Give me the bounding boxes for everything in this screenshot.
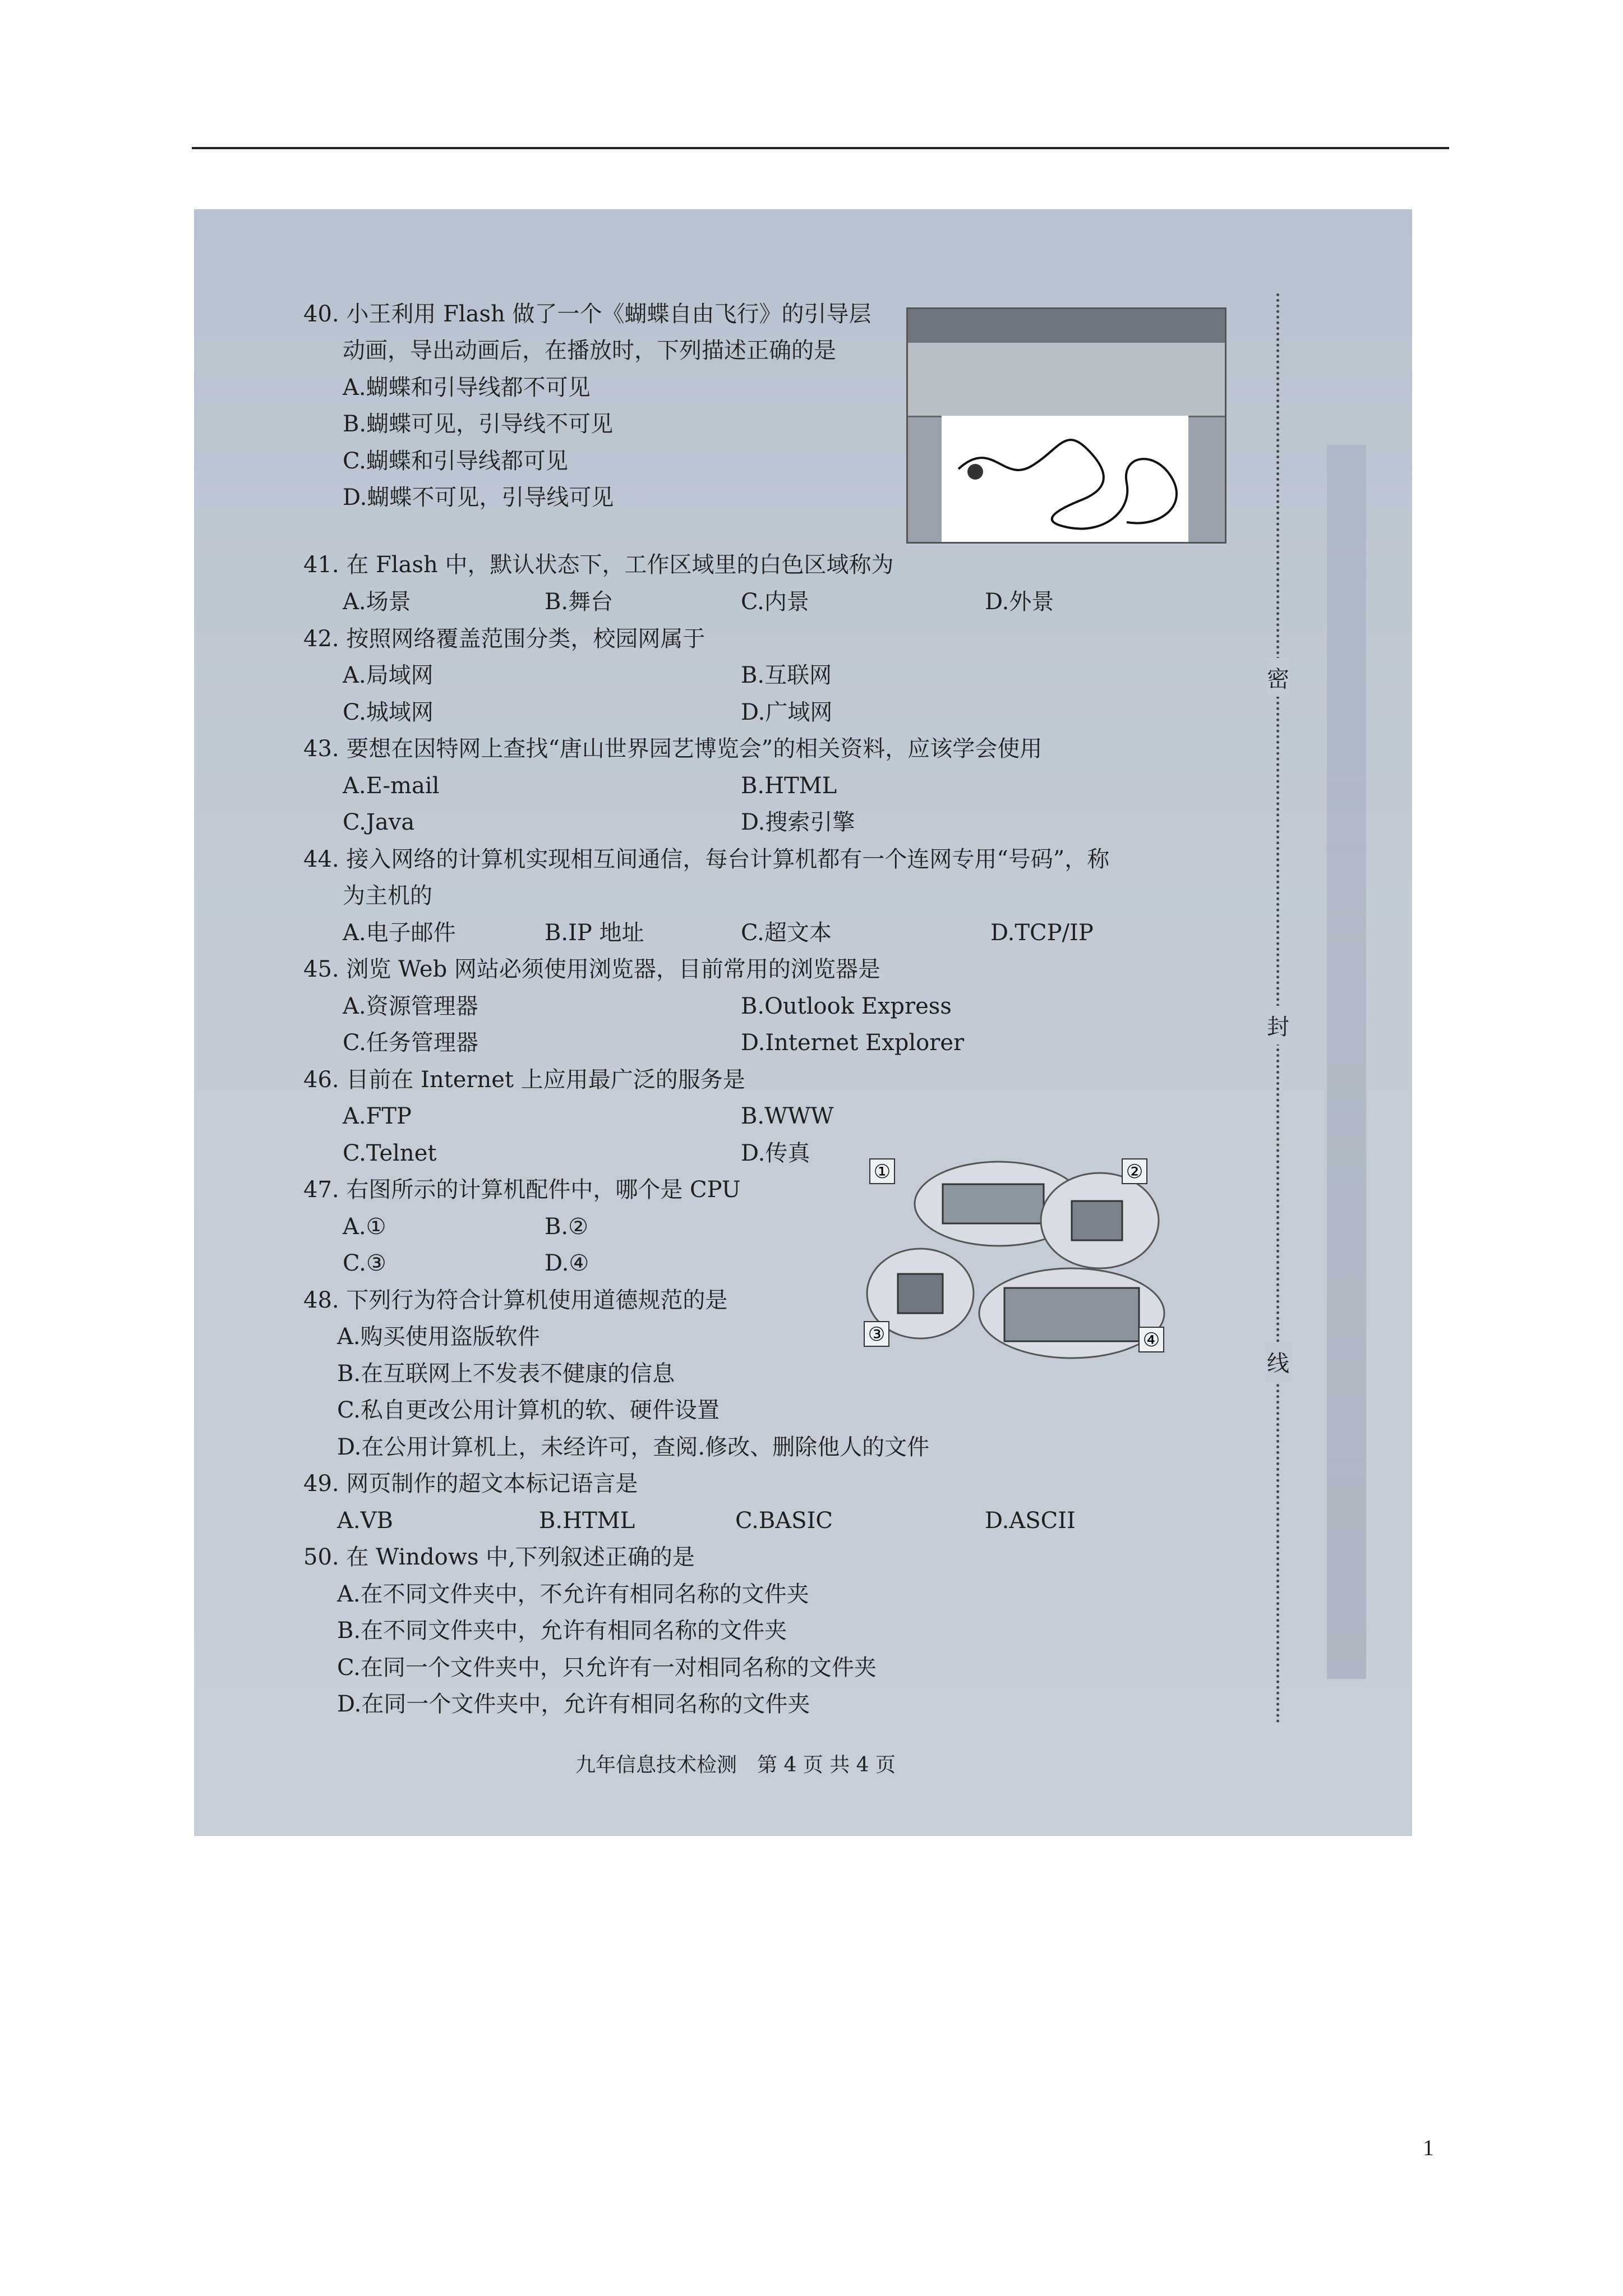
option-d: D.TCP/IP: [990, 920, 1094, 946]
option-d: D.广域网: [741, 700, 833, 725]
option-c: C.城域网: [343, 700, 434, 725]
option-d: D.外景: [985, 589, 1054, 615]
option-a: A.电子邮件: [343, 920, 456, 946]
question-42: [303, 627, 705, 651]
option-b: B.在互联网上不发表不健康的信息: [337, 1361, 675, 1387]
figure-label-4: ④: [1142, 1329, 1160, 1351]
question-number: 48.: [303, 1287, 339, 1313]
question-49: [303, 1471, 638, 1496]
option-b: B.HTML: [539, 1508, 635, 1534]
option-d: D.搜索引擎: [741, 809, 855, 835]
option-d: D.④: [545, 1250, 589, 1276]
question-number: 42.: [303, 626, 339, 652]
question-number: 47.: [303, 1177, 339, 1203]
option-d: D.在同一个文件夹中，允许有相同名称的文件夹: [337, 1691, 810, 1717]
sidebar-shade: [1327, 445, 1366, 1679]
option-a: A.购买使用盗版软件: [337, 1324, 540, 1350]
option-d: D.蝴蝶不可见，引导线可见: [343, 485, 614, 510]
question-number: 40.: [303, 301, 339, 327]
option-b: B.在不同文件夹中，允许有相同名称的文件夹: [337, 1618, 787, 1644]
question-number: 43.: [303, 736, 339, 762]
option-c: C.蝴蝶和引导线都可见: [343, 448, 568, 474]
figure-label-3: ③: [868, 1323, 886, 1346]
option-b: B.HTML: [741, 773, 837, 799]
option-b: B.WWW: [741, 1103, 834, 1129]
option-a: A.蝴蝶和引导线都不可见: [343, 375, 591, 401]
option-d: D.传真: [741, 1140, 810, 1166]
question-44: [303, 847, 1109, 872]
question-text: 要想在因特网上查找“唐山世界园艺博览会”的相关资料，应该学会使用: [346, 736, 1043, 762]
question-number: 41.: [303, 552, 339, 578]
parts-illustration: [859, 1153, 1173, 1361]
question-text: 小王利用 Flash 做了一个《蝴蝶自由飞行》的引导层: [346, 301, 872, 327]
option-b: B.舞台: [545, 589, 614, 615]
question-47: [303, 1177, 741, 1202]
question-41: [303, 553, 893, 577]
flash-screenshot-figure: [906, 307, 1227, 544]
question-50: [303, 1545, 695, 1570]
option-c: C.在同一个文件夹中，只允许有一对相同名称的文件夹: [337, 1655, 877, 1681]
question-text-cont: 动画，导出动画后，在播放时，下列描述正确的是: [343, 338, 836, 364]
question-text: 目前在 Internet 上应用最广泛的服务是: [346, 1067, 745, 1093]
question-48: [303, 1288, 727, 1313]
question-45: [303, 957, 880, 982]
option-c: C.③: [343, 1250, 386, 1276]
option-c: C.超文本: [741, 920, 832, 946]
question-number: 49.: [303, 1471, 339, 1497]
option-c: C.私自更改公用计算机的软、硬件设置: [337, 1397, 720, 1423]
option-a: A.在不同文件夹中，不允许有相同名称的文件夹: [337, 1581, 809, 1607]
option-b: B.互联网: [741, 662, 832, 688]
option-a: A.E-mail: [343, 773, 440, 799]
figure-label-1: ①: [873, 1161, 891, 1183]
guide-path: [942, 416, 1188, 542]
option-c: C.Java: [343, 809, 415, 835]
option-c: C.内景: [741, 589, 809, 615]
option-a: A.场景: [343, 589, 411, 615]
flash-toolbar: [908, 309, 1225, 343]
question-number: 50.: [303, 1544, 339, 1570]
option-a: A.FTP: [343, 1103, 412, 1129]
seal-char-xian: 线: [1267, 1342, 1289, 1381]
question-46: [303, 1068, 745, 1092]
option-b: B.Outlook Express: [741, 993, 952, 1019]
option-d: D.ASCII: [985, 1508, 1076, 1534]
option-a: A.VB: [337, 1508, 393, 1534]
option-b: B.IP 地址: [545, 920, 644, 946]
option-a: A.局域网: [343, 662, 434, 688]
question-text: 右图所示的计算机配件中，哪个是 CPU: [346, 1177, 741, 1203]
question-text: 接入网络的计算机实现相互间通信，每台计算机都有一个连网专用“号码”，称: [346, 846, 1110, 872]
exam-photo: [194, 209, 1412, 1836]
option-c: C.Telnet: [343, 1140, 437, 1166]
question-text: 在 Flash 中，默认状态下，工作区域里的白色区域称为: [346, 552, 894, 578]
flash-stage: [942, 416, 1188, 542]
question-text: 下列行为符合计算机使用道德规范的是: [346, 1287, 728, 1313]
seal-char-feng: 封: [1267, 1006, 1289, 1045]
question-text: 按照网络覆盖范围分类，校园网属于: [346, 626, 706, 652]
option-d: D.在公用计算机上，未经许可，查阅.修改、删除他人的文件: [337, 1434, 930, 1460]
option-a: A.①: [343, 1214, 386, 1240]
option-b: B.蝴蝶可见，引导线不可见: [343, 411, 614, 437]
question-text: 浏览 Web 网站必须使用浏览器，目前常用的浏览器是: [346, 956, 880, 982]
question-text: 在 Windows 中,下列叙述正确的是: [346, 1544, 695, 1570]
question-text-cont: 为主机的: [343, 883, 432, 909]
page-number: 1: [1423, 2135, 1434, 2160]
flash-timeline: [908, 343, 1225, 417]
question-40: [303, 302, 871, 326]
question-text: 网页制作的超文本标记语言是: [346, 1471, 638, 1497]
option-c: C.任务管理器: [343, 1030, 478, 1056]
option-c: C.BASIC: [735, 1508, 833, 1534]
figure-label-2: ②: [1126, 1161, 1144, 1183]
question-43: [303, 737, 1042, 761]
butterfly-icon: [967, 464, 983, 480]
option-d: D.Internet Explorer: [741, 1030, 965, 1056]
seal-char-mi: 密: [1267, 658, 1289, 697]
computer-parts-figure: [859, 1153, 1173, 1361]
question-number: 44.: [303, 846, 339, 872]
option-a: A.资源管理器: [343, 993, 478, 1019]
option-b: B.②: [545, 1214, 588, 1240]
question-number: 45.: [303, 956, 339, 982]
question-number: 46.: [303, 1067, 339, 1093]
page-footer: 九年信息技术检测 第 4 页 共 4 页: [575, 1754, 896, 1777]
header-rule: [192, 147, 1449, 149]
